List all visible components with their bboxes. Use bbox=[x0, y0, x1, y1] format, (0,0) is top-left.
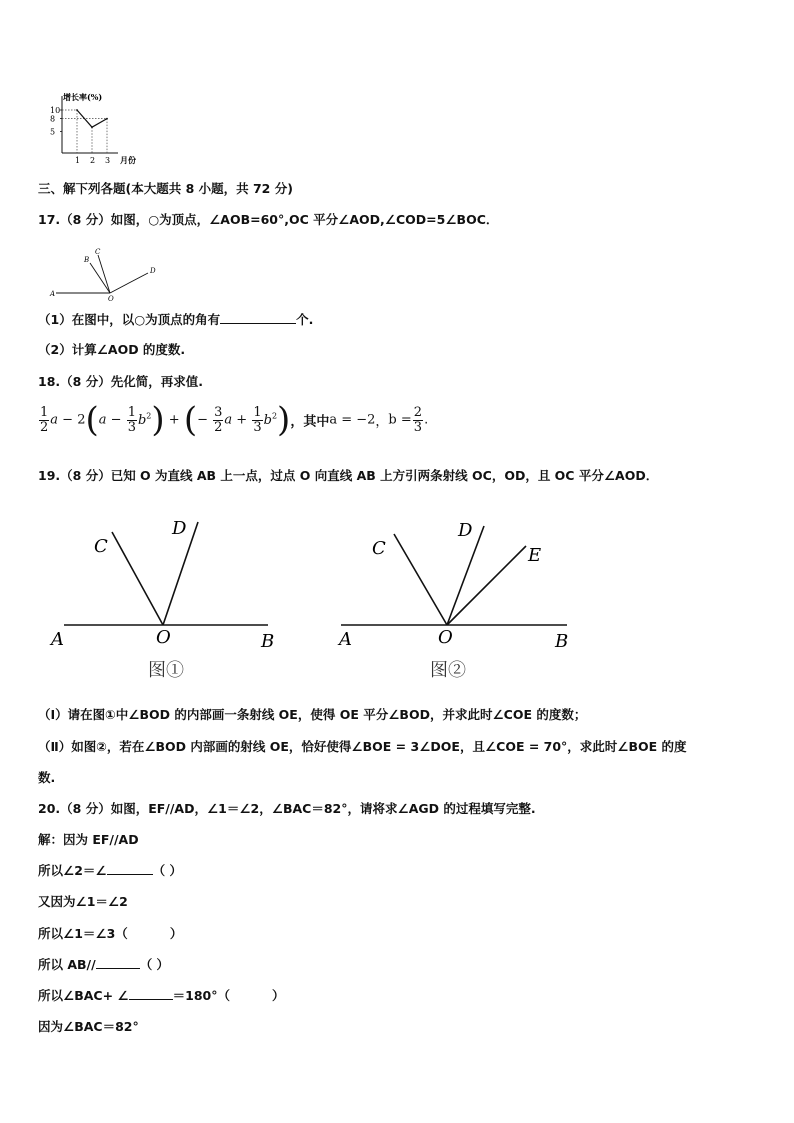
label-O: O bbox=[156, 627, 171, 648]
q18-stem: 18.（8 分）先化简，再求值. bbox=[38, 374, 203, 389]
data-point bbox=[106, 118, 108, 120]
q19-figure-1 bbox=[46, 512, 286, 687]
label-A: A bbox=[50, 290, 56, 298]
q20-line6 bbox=[38, 987, 284, 1005]
q19-part2: （Ⅱ）如图②，若在∠BOD 内部画的射线 OE，恰好使得∠BOE = 3∠DOE，且∠COE = 70°，求此时∠BOE 的度 bbox=[38, 739, 687, 754]
q20-stem: 20.（8 分）如图，EF//AD，∠1＝∠2，∠BAC＝82°，请将求∠AGD 的过程填写完整. bbox=[38, 801, 536, 816]
paren-close: ） bbox=[271, 988, 285, 1003]
section-heading: 三、解下列各题(本大题共 8 小题，共 72 分) bbox=[38, 181, 293, 196]
chart-ylabel: 增长率(%) bbox=[63, 92, 103, 102]
q18-where: ，其中 bbox=[290, 414, 330, 430]
fig1-caption: 图① bbox=[148, 660, 184, 681]
q18-a-value: a = −2 bbox=[329, 412, 376, 428]
q20-line7: 因为∠BAC＝82° bbox=[38, 1019, 139, 1034]
data-point bbox=[91, 126, 93, 128]
frac-1-2: $\frac{1}{2}$ bbox=[40, 404, 49, 435]
q20-line6-eq: ＝180°（ bbox=[172, 988, 230, 1003]
y-tick-label: 8 bbox=[50, 114, 56, 124]
frac-2-3: $\frac{2}{3}$ bbox=[413, 404, 423, 435]
q17-part1-unit: 个. bbox=[296, 312, 314, 327]
answer-blank[interactable] bbox=[107, 862, 153, 875]
label-A: A bbox=[51, 629, 64, 650]
q19-part2-cont: 数. bbox=[38, 770, 56, 785]
reason-paren: （ ） bbox=[139, 957, 170, 972]
frac-3-2: $\frac{3}{2}$ bbox=[214, 404, 223, 435]
ray-oc bbox=[112, 532, 163, 625]
ray-ob bbox=[90, 263, 110, 293]
label-C: C bbox=[372, 538, 386, 559]
q17-figure bbox=[48, 245, 163, 303]
answer-blank[interactable] bbox=[129, 987, 173, 1000]
q17-part2: （2）计算∠AOD 的度数. bbox=[38, 342, 186, 357]
data-point bbox=[76, 109, 78, 111]
q17-part1-text: （1）在图中，以○为顶点的角有 bbox=[38, 312, 221, 327]
frac-1-3b: $\frac{1}{3}$ bbox=[253, 404, 262, 435]
q19-stem: 19.（8 分）已知 O 为直线 AB 上一点，过点 O 向直线 AB 上方引两条射线 OC，OD，且 OC 平分∠AOD． bbox=[38, 468, 659, 483]
x-tick-label: 1 bbox=[75, 156, 81, 165]
q20-line2 bbox=[38, 862, 182, 880]
q20-line4-text: 所以∠1＝∠3（ bbox=[38, 926, 128, 941]
ray-oe bbox=[447, 546, 526, 625]
paren-close: ） bbox=[169, 926, 183, 941]
label-O: O bbox=[108, 295, 114, 303]
q20-line5 bbox=[38, 956, 169, 974]
y-tick-label: 5 bbox=[50, 127, 56, 137]
label-B: B bbox=[261, 631, 275, 652]
q20-line6-text: 所以∠BAC+ ∠ bbox=[38, 988, 129, 1003]
q20-line3: 又因为∠1＝∠2 bbox=[38, 894, 128, 909]
label-D: D bbox=[150, 267, 156, 275]
answer-blank[interactable] bbox=[96, 956, 140, 969]
q20-line1: 解：因为 EF//AD bbox=[38, 832, 139, 847]
y-tick-label: 10 bbox=[50, 106, 61, 115]
label-A: A bbox=[339, 629, 352, 650]
q18-comma: ， bbox=[375, 414, 389, 430]
label-D: D bbox=[172, 518, 187, 539]
ray-oc bbox=[394, 534, 447, 625]
q18-period: . bbox=[424, 412, 429, 428]
q19-figure-2 bbox=[335, 512, 580, 687]
chart-xlabel: 月份 bbox=[120, 155, 136, 165]
reason-paren: （ ） bbox=[152, 863, 182, 878]
fig2-caption: 图② bbox=[430, 660, 466, 681]
q19-part1: （Ⅰ）请在图①中∠BOD 的内部画一条射线 OE，使得 OE 平分∠BOD，并求此时∠COE 的度数； bbox=[38, 707, 587, 722]
x-tick-label: 3 bbox=[105, 156, 111, 165]
q20-line2-text: 所以∠2＝∠ bbox=[38, 863, 107, 878]
label-B: B bbox=[555, 631, 569, 652]
label-E: E bbox=[528, 545, 542, 566]
label-C: C bbox=[94, 536, 108, 557]
growth-rate-chart bbox=[40, 88, 155, 168]
q20-line4 bbox=[38, 925, 182, 943]
q18-b-label: b = bbox=[388, 412, 412, 428]
ray-oc bbox=[98, 255, 110, 293]
label-B: B bbox=[84, 256, 90, 264]
label-C: C bbox=[95, 248, 101, 256]
label-O: O bbox=[438, 627, 453, 648]
frac-1-3: $\frac{1}{3}$ bbox=[127, 404, 136, 435]
q17-stem: 17.（8 分）如图，○为顶点，∠AOB=60°,OC 平分∠AOD,∠COD=5∠BOC． bbox=[38, 212, 499, 227]
x-tick-label: 2 bbox=[90, 156, 96, 165]
ray-od bbox=[110, 273, 148, 293]
label-D: D bbox=[458, 520, 473, 541]
answer-blank[interactable] bbox=[220, 311, 296, 324]
q18-expression: $\frac{1}{2}$ a − 2(a − $\frac{1}{3}$ $b^2$) + (− $\frac{3}{2}$ a + $\frac{1}{3}$ $b^2$)，其中a = −2，b = $\frac{2}{3}$ . bbox=[40, 400, 429, 440]
q17-part1 bbox=[38, 311, 313, 329]
q20-line5-text: 所以 AB// bbox=[38, 957, 96, 972]
